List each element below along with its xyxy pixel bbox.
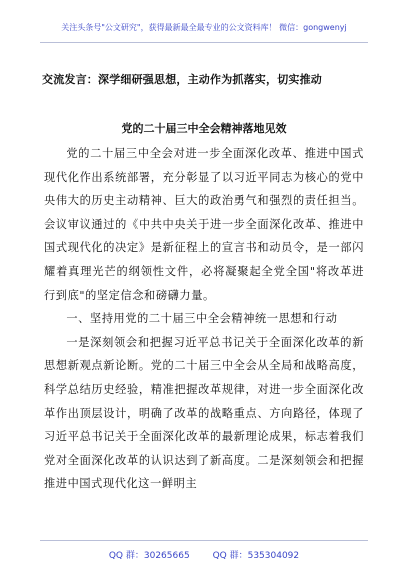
document-title: 党的二十届三中全会精神落地见效 [121, 122, 287, 135]
footer-note [0, 548, 408, 561]
footer-qq-group-2: QQ 群：535304092 [212, 551, 300, 561]
document-body [44, 142, 364, 496]
paragraph: 一是深刻领会和把握习近平总书记关于全面深化改革的新思想新观点新论断。党的二十届三中全会从全局和战略高度，科学总结历史经验，精准把握改革规律，对进一步全面深化改革作出顶层设计，明确了改革的战略重点、方向路径，体现了习近平总书记关于全面深化改革的最新理论成果，标志着我们党对全面深化改革的认识达到了新高度。二是深刻领会和把握推进中国式现代化这一鲜明主 [44, 335, 364, 491]
header-divider [40, 42, 368, 43]
document-subtitle: 交流发言：深学细研强思想，主动作为抓落实，切实推动 [42, 73, 322, 86]
paragraph: 党的二十届三中全会对进一步全面深化改革、推进中国式现代化作出系统部署，充分彰显了以习近平同志为核心的党中央伟大的历史主动精神、巨大的政治勇气和强烈的责任担当。会议审议通过的《中共中央关于进一步全面深化改革、推进中国式现代化的决定》是新征程上的宣言书和动员令，是一部闪耀着真理光芒的纲领性文件，必将凝聚起全党全国"将改革进行到底"的坚定信念和磅礴力量。 [44, 147, 364, 302]
footer-qq-group-1: QQ 群：30265665 [108, 551, 190, 561]
header-note: 关注头条号"公文研究"，获得最新最全最专业的公文资料库！ 微信：gongwenyj [61, 23, 347, 32]
footer-divider [40, 540, 368, 541]
section-heading: 一、坚持用党的二十届三中全会精神统一思想和行动 [66, 312, 338, 326]
